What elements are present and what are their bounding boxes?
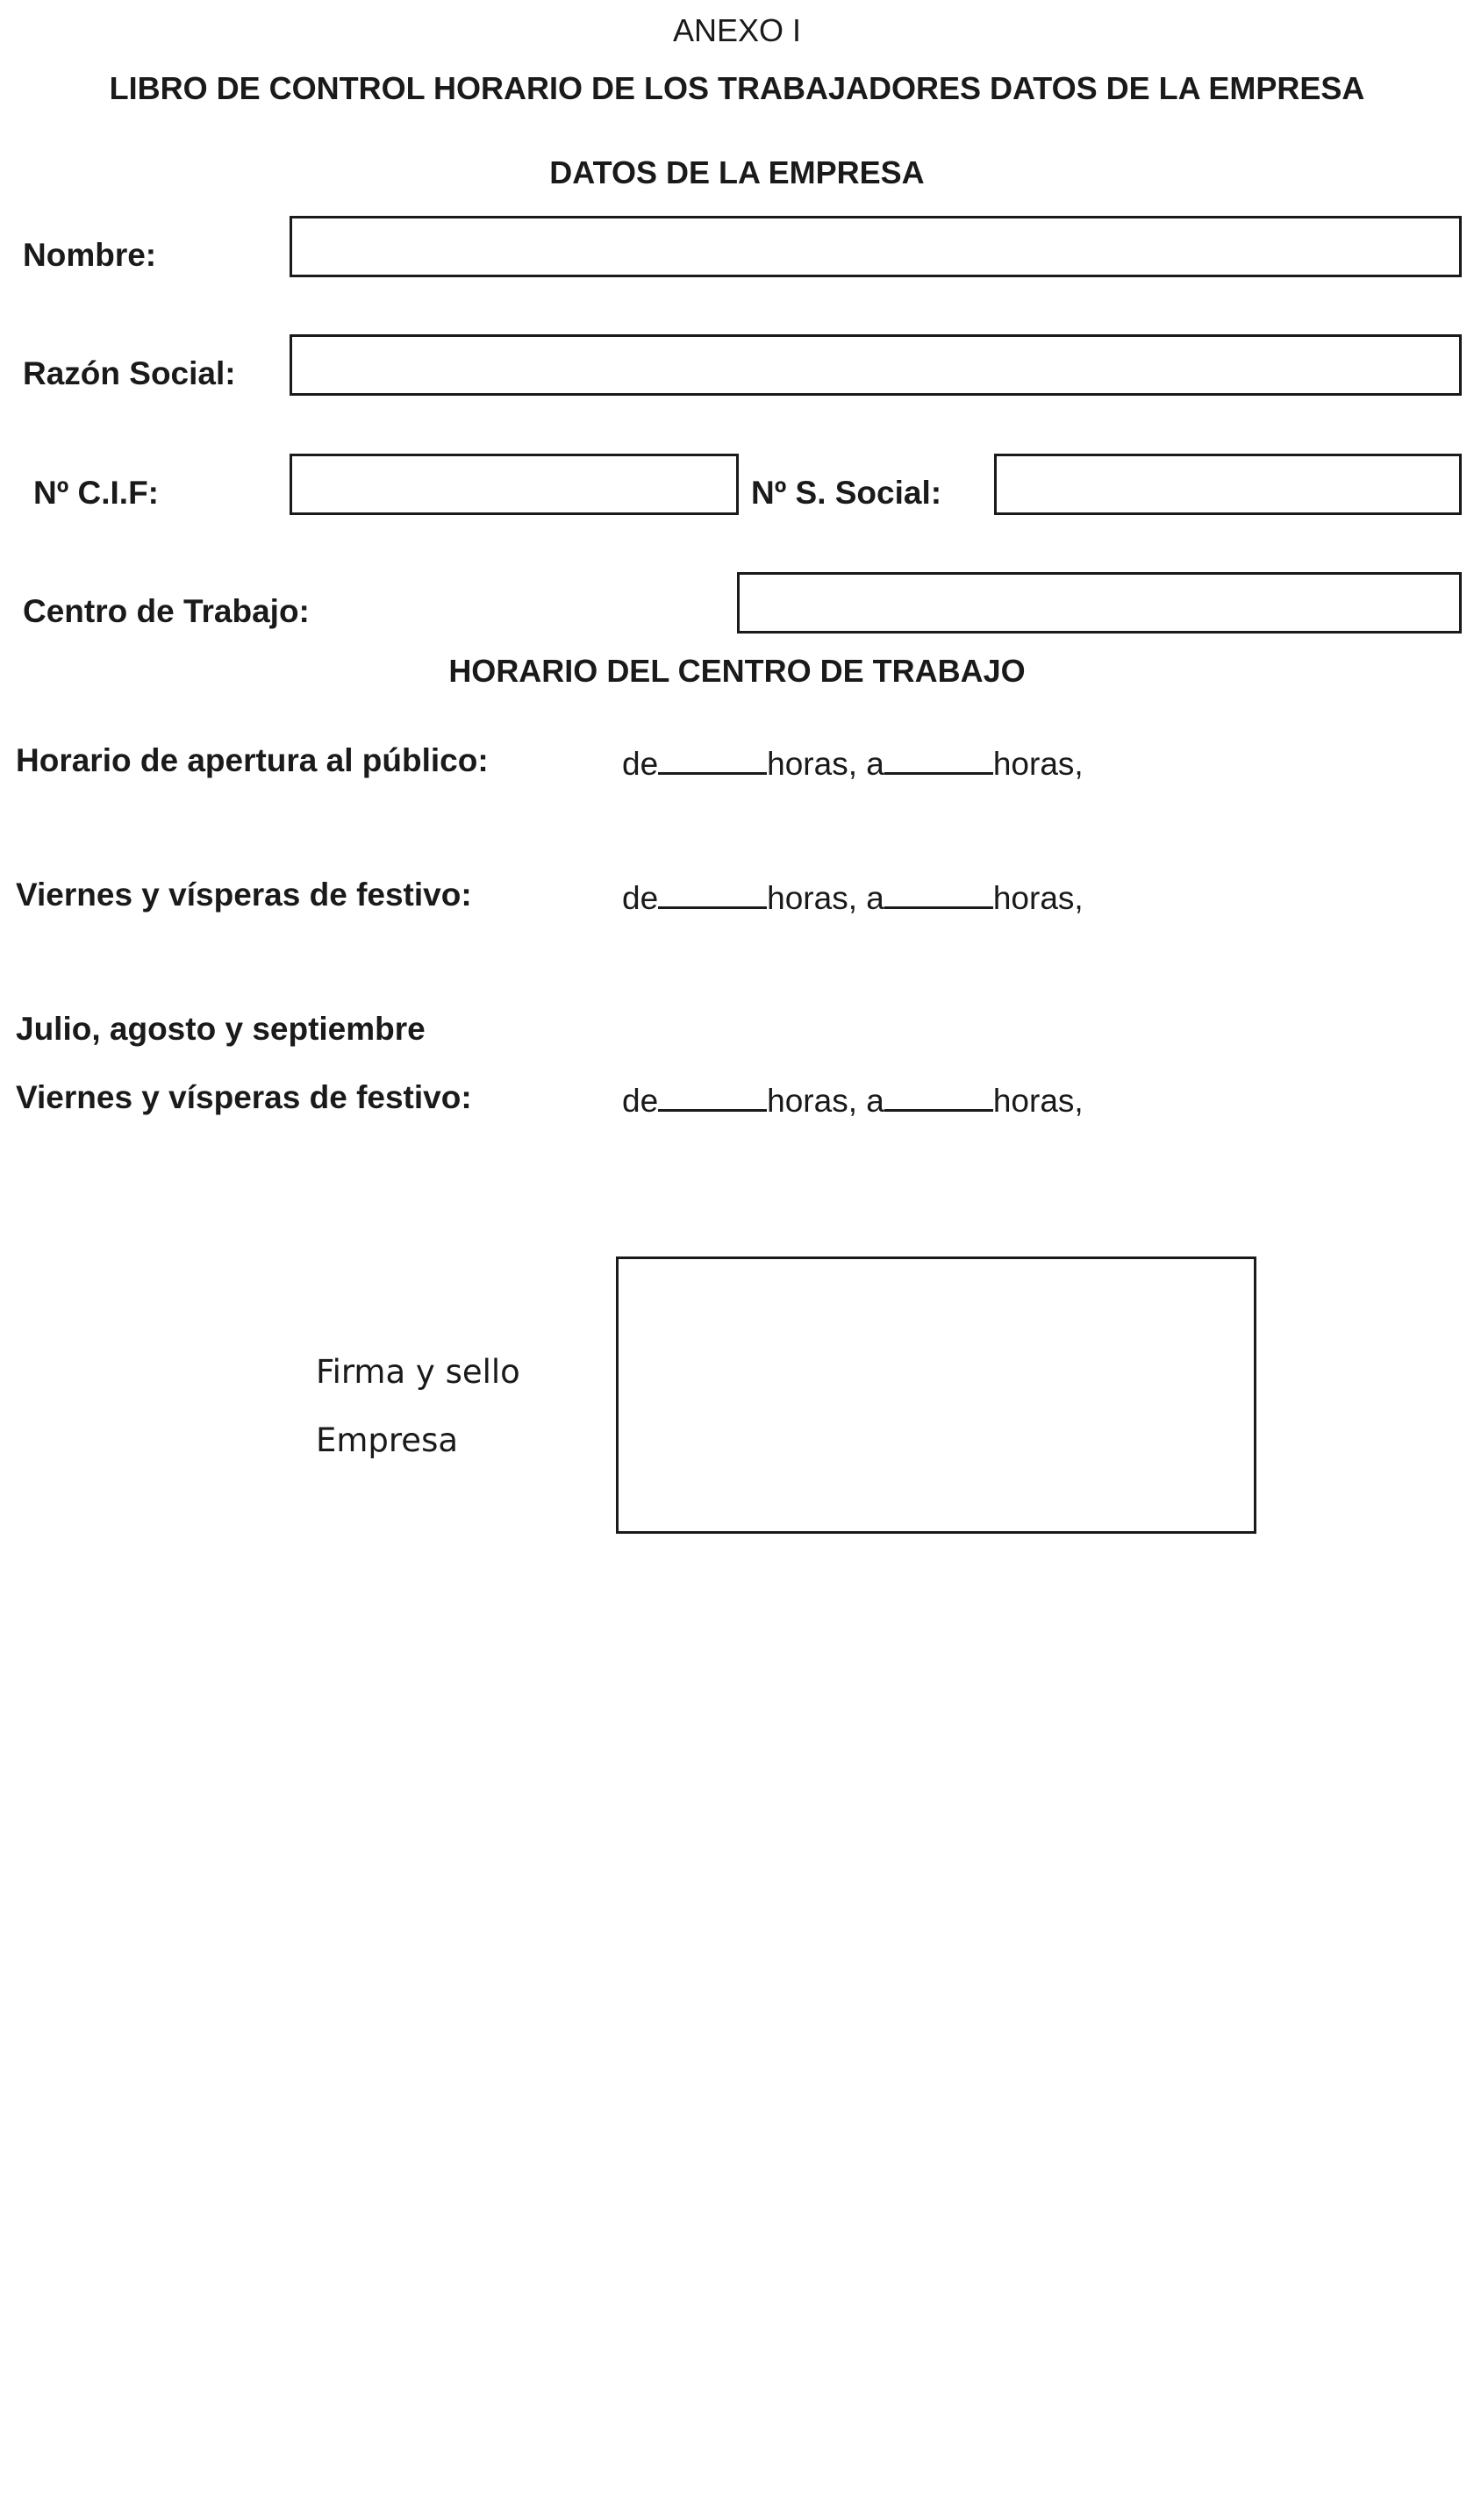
hours-text: horas, [992, 880, 1084, 916]
summer-months-label: Julio, agosto y septiembre [16, 1011, 426, 1047]
seguridad-social-label: Nº S. Social: [751, 475, 942, 511]
from-text: de [622, 1083, 659, 1119]
from-hour-blank[interactable] [658, 1079, 767, 1112]
from-text: de [622, 880, 659, 916]
signature-stamp-box[interactable] [616, 1256, 1256, 1534]
cif-field[interactable] [290, 454, 739, 515]
opening-hours-label: Horario de apertura al público: [16, 742, 489, 778]
from-hour-blank[interactable] [658, 877, 767, 909]
nombre-field[interactable] [290, 216, 1462, 277]
to-hour-blank[interactable] [884, 742, 993, 775]
schedule-section-heading: HORARIO DEL CENTRO DE TRABAJO [448, 653, 1026, 689]
seguridad-social-field[interactable] [994, 454, 1462, 515]
annex-label: ANEXO I [672, 12, 802, 48]
nombre-label: Nombre: [23, 237, 157, 273]
friday-holiday-eve-label: Viernes y vísperas de festivo: [16, 877, 472, 913]
to-hour-blank[interactable] [884, 877, 993, 909]
hours-to-text: horas, a [767, 1083, 884, 1119]
razon-social-field[interactable] [290, 334, 1462, 396]
friday-holiday-eve-schedule [622, 877, 1084, 917]
from-text: de [622, 746, 659, 782]
cif-label: Nº C.I.F: [33, 475, 159, 511]
from-hour-blank[interactable] [658, 742, 767, 775]
document-title: LIBRO DE CONTROL HORARIO DE LOS TRABAJADORES DATOS DE LA EMPRESA [109, 70, 1365, 106]
signature-label-line2: Empresa [316, 1421, 459, 1459]
summer-friday-schedule [622, 1079, 1084, 1120]
company-section-heading: DATOS DE LA EMPRESA [549, 154, 925, 190]
opening-hours-schedule [622, 742, 1084, 783]
centro-trabajo-field[interactable] [737, 572, 1462, 634]
signature-label-line1: Firma y sello [316, 1353, 520, 1391]
hours-text: horas, [992, 746, 1084, 782]
hours-to-text: horas, a [767, 746, 884, 782]
summer-friday-label: Viernes y vísperas de festivo: [16, 1079, 472, 1115]
to-hour-blank[interactable] [884, 1079, 993, 1112]
hours-to-text: horas, a [767, 880, 884, 916]
centro-trabajo-label: Centro de Trabajo: [23, 593, 310, 629]
hours-text: horas, [992, 1083, 1084, 1119]
razon-social-label: Razón Social: [23, 355, 236, 391]
